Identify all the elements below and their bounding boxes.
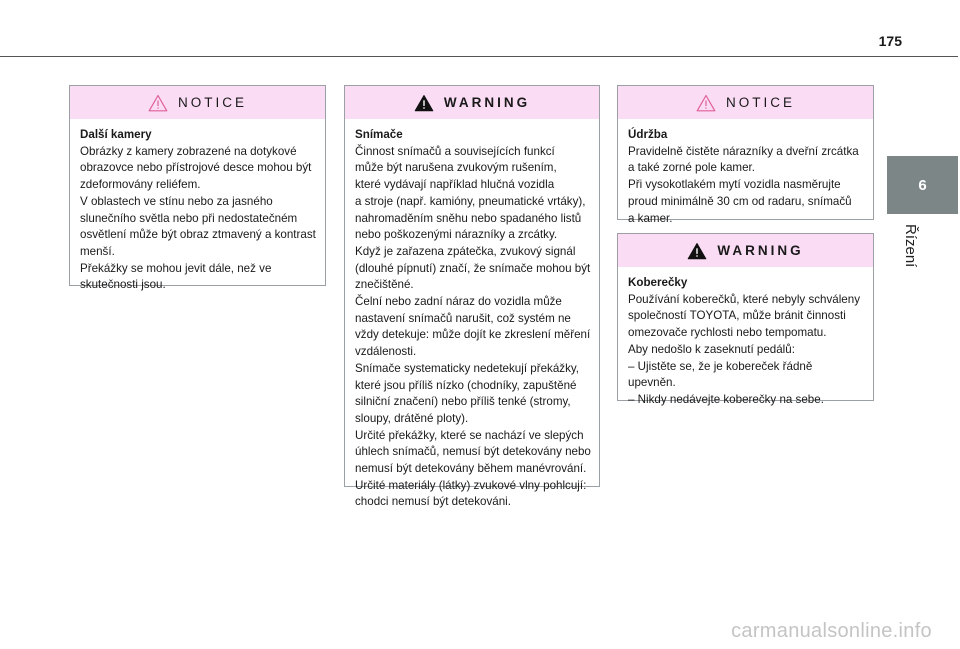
warning-triangle-outline-icon (148, 94, 168, 112)
notice-label: NOTICE (725, 95, 795, 110)
box-text-line: které vydávají například hlučná vozidla (355, 178, 555, 192)
warning-body (618, 267, 873, 418)
box-title: Koberečky (628, 276, 688, 289)
box-text-line: společností TOYOTA, může bránit činnosti (628, 309, 846, 323)
notice-body (70, 119, 325, 303)
box-text-line: osvětlení může být obraz ztmavený a kontrast (80, 228, 316, 242)
box-text-line: znečištěné. (355, 278, 414, 292)
warning-box-sensors (344, 85, 600, 509)
box-text-line: sloupy, drátěné ploty). (355, 411, 469, 425)
warning-label: WARNING (443, 95, 531, 110)
box-text-line: nahromaděním sněhu nebo spadaného listů (355, 211, 582, 225)
box-text-line: vždy detekuje: může dojít ke zkreslení měření (355, 328, 591, 342)
box-text-line: Určité překážky, které se nachází ve slepých (355, 428, 584, 442)
warning-triangle-filled-icon (414, 94, 434, 112)
warning-label: WARNING (717, 243, 804, 258)
box-text-line: upevněn. (628, 376, 676, 390)
box-text-line: nastavení snímačů narušit, což systém ne (355, 311, 571, 325)
box-text-line: silniční značení) nebo příliš tenké (stromy, (355, 395, 571, 409)
page-number: 175 (878, 33, 902, 49)
box-text-line: slunečního světla nebo při nedostatečném (80, 211, 298, 225)
warning-triangle-filled-icon (687, 242, 707, 260)
box-text-line: chodci nemusí být detekováni. (355, 495, 511, 509)
notice-header (618, 86, 873, 119)
notice-label: NOTICE (177, 95, 247, 110)
warning-header (345, 86, 599, 119)
box-text-line: Obrázky z kamery zobrazené na dotykové (80, 144, 297, 158)
box-text-line: může být narušena zvukovým rušením, (355, 161, 557, 175)
box-text-line: Když je zařazena zpátečka, zvukový signál (355, 244, 576, 258)
notice-box-maintenance (617, 85, 874, 225)
box-text-line: Určité materiály (látky) zvukové vlny pohlcují: (355, 478, 587, 492)
warning-body (345, 119, 599, 520)
box-text-line: vzdálenosti. (355, 345, 417, 359)
notice-header (70, 86, 325, 119)
notice-box-cameras (69, 85, 326, 292)
box-text-line: Při vysokotlakém mytí vozidla nasměrujte (628, 178, 841, 192)
warning-triangle-outline-icon (696, 94, 716, 112)
watermark: carmanualsonline.info (731, 620, 932, 642)
box-text-line: – Ujistěte se, že je kobereček řádně (628, 359, 813, 373)
box-text-line: Pravidelně čistěte nárazníky a dveřní zrcátka (628, 144, 859, 158)
box-text-line: které jsou příliš nízko (chodníky, zapuštěné (355, 378, 577, 392)
box-text-line: Snímače systematicky nedetekují překážky, (355, 361, 580, 375)
box-text-line: Čelní nebo zadní náraz do vozidla může (355, 295, 562, 309)
box-text-line: skutečnosti jsou. (80, 278, 166, 292)
header-rule (0, 56, 958, 57)
box-text-line: a stroje (např. kamióny, pneumatické vrtáky), (355, 194, 586, 208)
box-text-line: Překážky se mohou jevit dále, než ve (80, 261, 272, 275)
box-text-line: (dlouhé pípnutí) značí, že snímače mohou být (355, 261, 591, 275)
box-text-line: a kamer. (628, 211, 673, 225)
box-text-line: omezovače rychlosti nebo tempomatu. (628, 326, 827, 340)
box-title: Snímače (355, 128, 403, 141)
box-title: Údržba (628, 128, 668, 141)
chapter-tab[interactable] (887, 156, 958, 214)
box-text-line: nebo poškozenými nárazníky a zrcátky. (355, 228, 558, 242)
box-text-line: obrazovce nebo přístrojové desce mohou být (80, 161, 312, 175)
box-text-line: zdeformovány reliéfem. (80, 178, 201, 192)
warning-header (618, 234, 873, 267)
box-text-line: Aby nedošlo k zaseknutí pedálů: (628, 342, 795, 356)
box-text-line: nemusí být detekovány během manévrování. (355, 462, 587, 476)
box-text-line: V oblastech ve stínu nebo za jasného (80, 194, 273, 208)
chapter-number: 6 (918, 176, 927, 194)
warning-box-mats (617, 233, 874, 406)
box-text-line: menší. (80, 244, 115, 258)
box-text-line: proud minimálně 30 cm od radaru, snímačů (628, 194, 852, 208)
notice-body (618, 119, 873, 236)
box-title: Další kamery (80, 128, 152, 141)
box-text-line: a také zorné pole kamer. (628, 161, 755, 175)
box-text-line: – Nikdy nedávejte koberečky na sebe. (628, 392, 824, 406)
box-text-line: Používání koberečků, které nebyly schváleny (628, 292, 860, 306)
box-text-line: úhlech snímačů, nemusí být detekovány nebo (355, 445, 591, 459)
chapter-title: Řízení (902, 224, 919, 268)
box-text-line: Činnost snímačů a souvisejících funkcí (355, 144, 555, 158)
